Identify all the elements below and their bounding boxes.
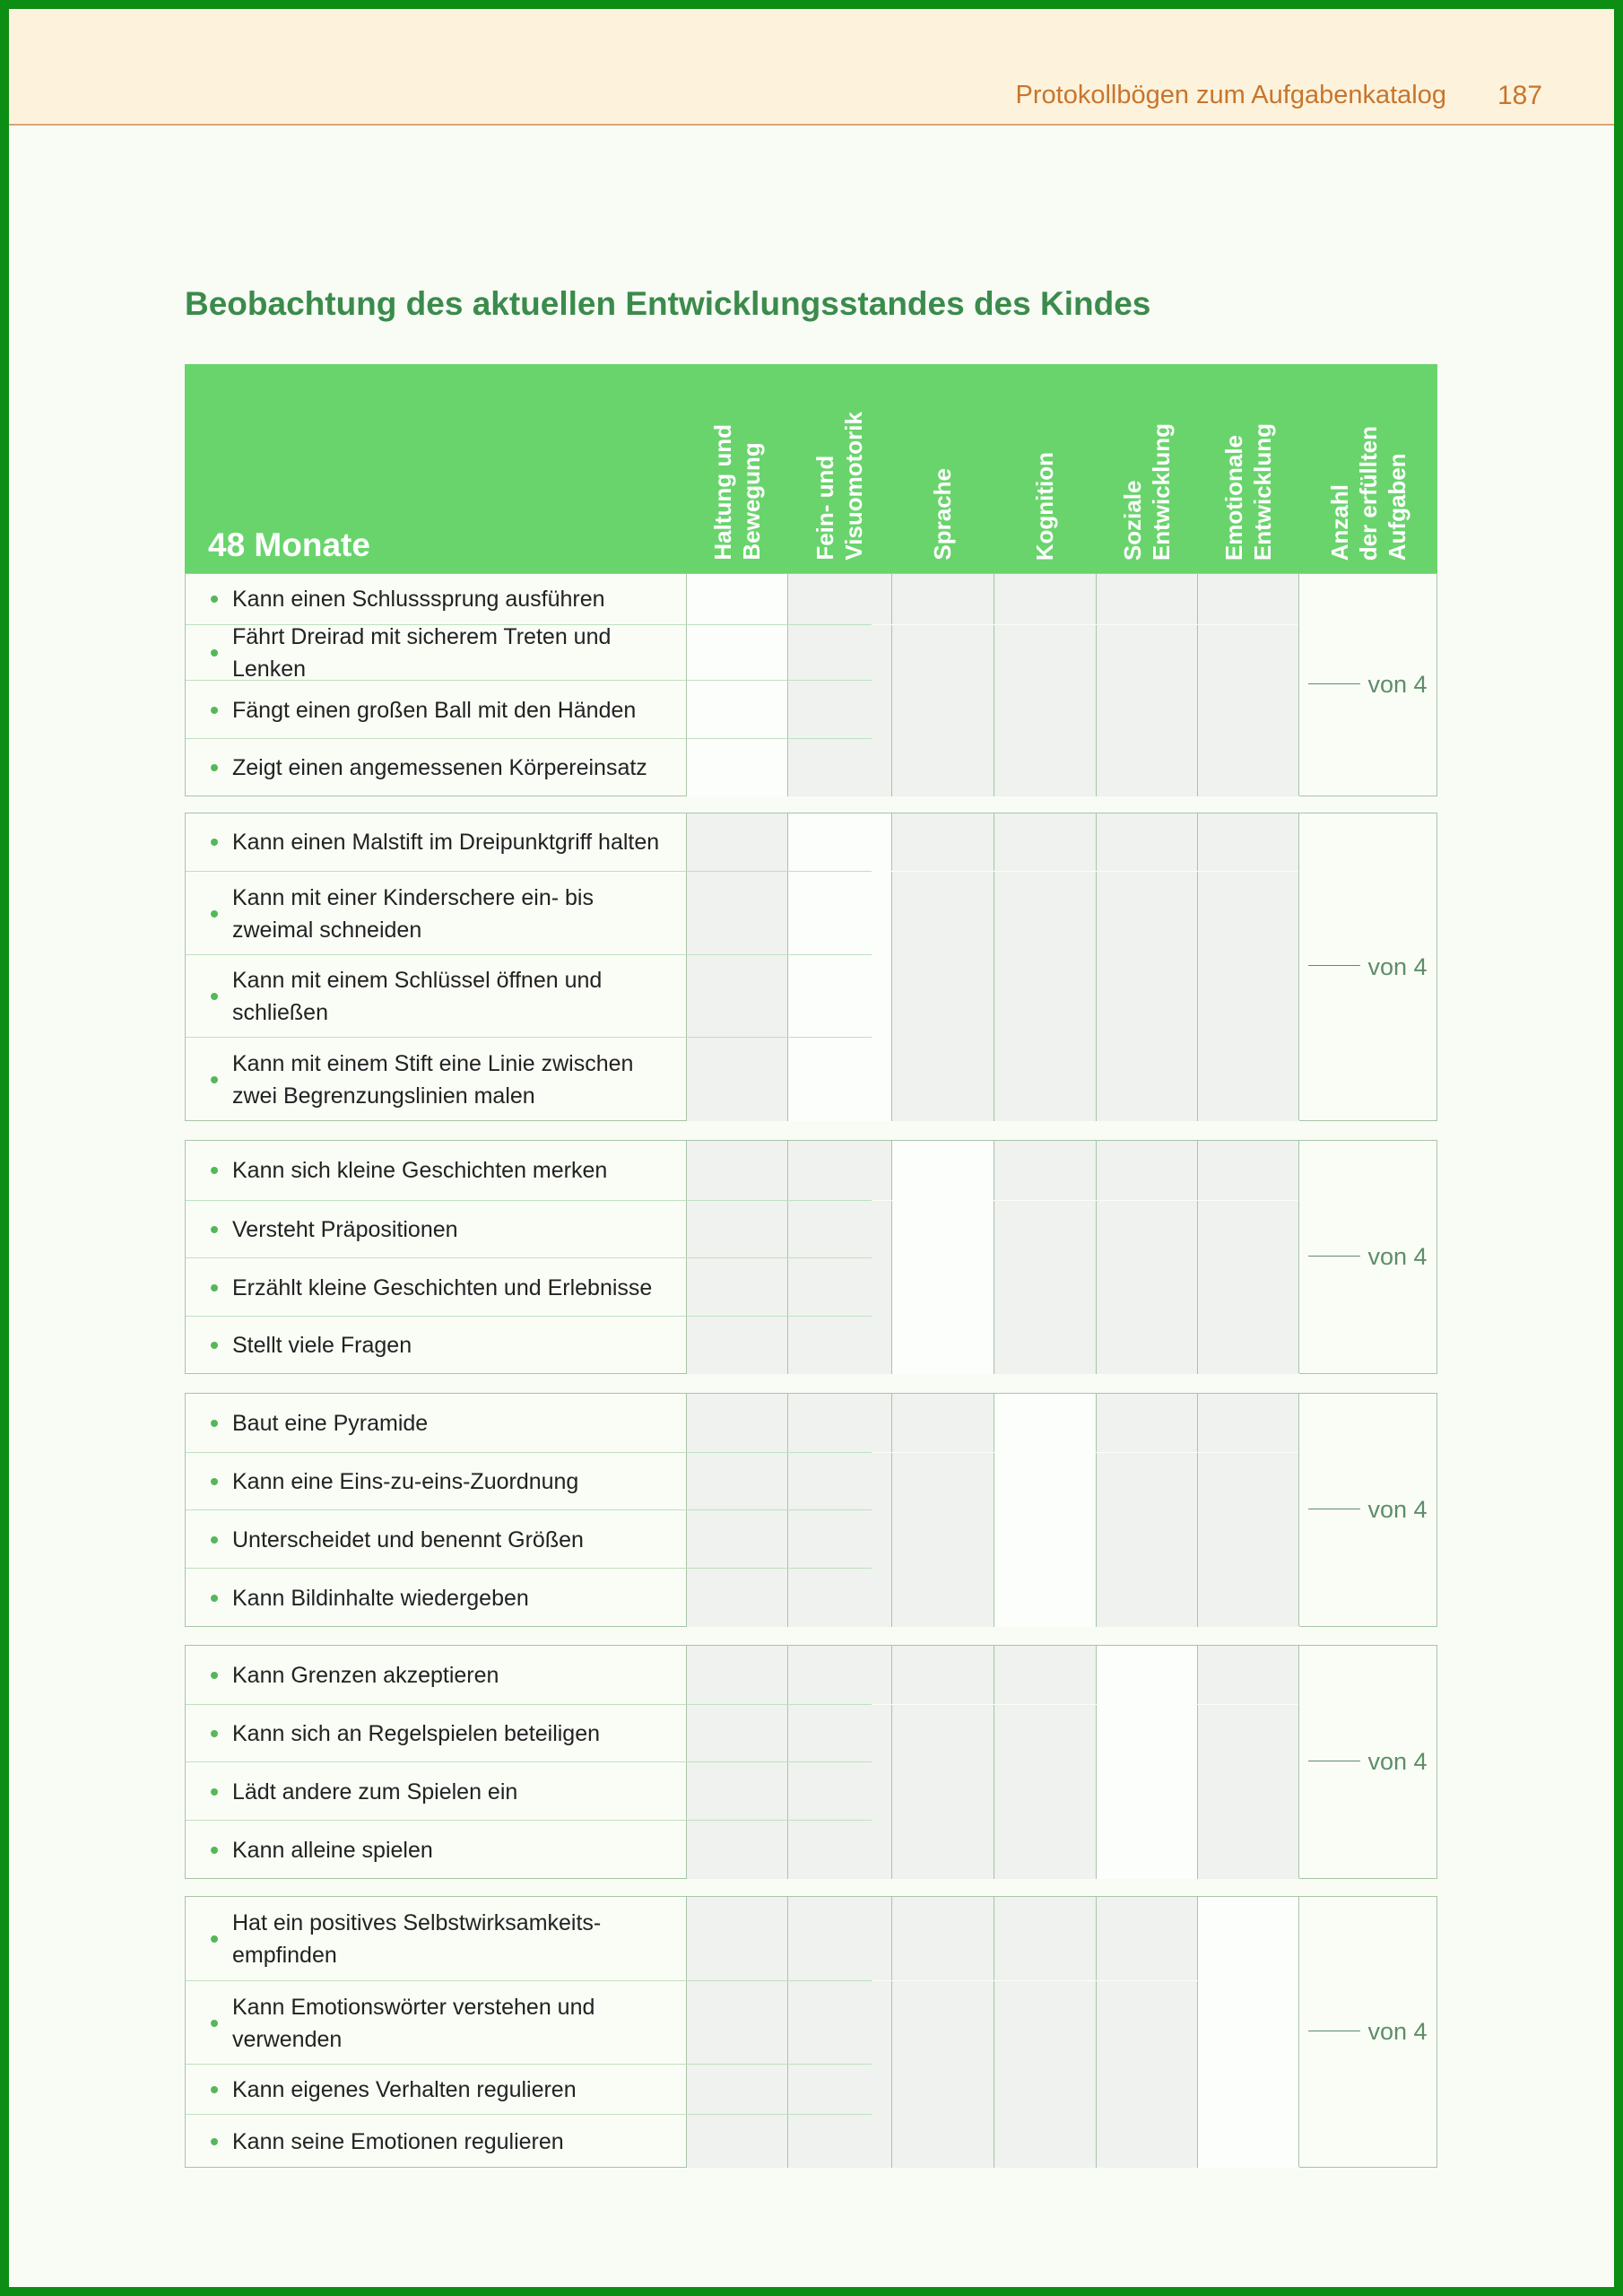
bullet-icon	[211, 596, 218, 603]
table-row	[186, 624, 872, 681]
check-cell-social	[1096, 955, 1197, 1038]
check-cell-fine-motor	[787, 1646, 891, 1704]
check-cell-social	[1096, 1453, 1197, 1510]
check-cell-language	[891, 2115, 994, 2168]
check-cell-social	[1096, 1258, 1197, 1317]
task-text: Kann mit einem Schlüssel öffnen und schließen	[232, 968, 603, 1025]
task-text: Stellt viele Fragen	[232, 1333, 412, 1358]
task-text: Kann Bildinhalte wiedergeben	[232, 1585, 529, 1611]
check-cell-social[interactable]	[1096, 1762, 1197, 1821]
check-cell-language	[891, 813, 994, 871]
task-group	[185, 1896, 1437, 2168]
task-label	[186, 2065, 686, 2115]
bullet-icon	[211, 993, 218, 1000]
check-cell-fine-motor	[787, 1141, 891, 1200]
task-text: Kann mit einer Kinderschere ein- bis zweimal schneiden	[232, 884, 594, 943]
check-cell-emotional	[1197, 1705, 1299, 1762]
bullet-icon	[211, 2138, 218, 2145]
bullet-icon	[211, 1935, 218, 1943]
check-cell-social	[1096, 2115, 1197, 2168]
score-blank-field[interactable]	[1308, 683, 1360, 684]
check-cell-social	[1096, 2065, 1197, 2115]
check-cell-social	[1096, 813, 1197, 871]
check-cell-language	[891, 1821, 994, 1879]
check-cell-cognition	[994, 813, 1096, 871]
check-cell-cognition	[994, 1762, 1096, 1821]
check-cell-language[interactable]	[891, 1201, 994, 1258]
bullet-icon	[211, 1420, 218, 1427]
score-label: von 4	[1367, 1496, 1428, 1523]
check-cell-social	[1096, 1141, 1197, 1200]
check-cell-cognition	[994, 739, 1096, 796]
bullet-icon	[211, 1342, 218, 1349]
check-cell-movement	[686, 1981, 787, 2065]
check-cell-social	[1096, 739, 1197, 796]
task-text: Fängt einen großen Ball mit den Händen	[232, 697, 637, 723]
table-row	[186, 1980, 872, 2065]
bullet-icon	[211, 839, 218, 846]
check-cell-emotional	[1197, 681, 1299, 739]
check-cell-emotional	[1197, 872, 1299, 955]
check-cell-emotional	[1197, 1201, 1299, 1258]
bullet-icon	[211, 1788, 218, 1796]
task-text: Zeigt einen angemessenen Körpereinsatz	[232, 755, 647, 780]
task-group	[185, 1393, 1437, 1627]
task-text: Kann seine Emotionen regulieren	[232, 2128, 564, 2154]
check-cell-movement	[686, 1646, 787, 1704]
task-text: Fährt Dreirad mit sicherem Treten und Lenken	[232, 624, 612, 682]
bullet-icon	[211, 2086, 218, 2093]
check-cell-social	[1096, 1510, 1197, 1569]
check-cell-movement	[686, 1258, 787, 1317]
check-cell-social	[1096, 872, 1197, 955]
check-cell-movement	[686, 813, 787, 871]
check-cell-fine-motor	[787, 1453, 891, 1510]
column-header-fine-motor: Fein- und Visuomotorik	[812, 412, 867, 561]
check-cell-language	[891, 1038, 994, 1121]
check-cell-social	[1096, 1569, 1197, 1627]
table-row	[186, 871, 872, 955]
check-cell-language[interactable]	[891, 1258, 994, 1317]
check-cell-movement	[686, 1762, 787, 1821]
check-cell-fine-motor	[787, 1201, 891, 1258]
check-cell-social	[1096, 574, 1197, 624]
check-cell-movement	[686, 1201, 787, 1258]
task-label	[186, 574, 686, 624]
check-cell-language	[891, 872, 994, 955]
task-label	[186, 1394, 686, 1452]
check-cell-movement	[686, 1897, 787, 1980]
check-cell-cognition	[994, 1258, 1096, 1317]
task-label	[186, 1141, 686, 1200]
bullet-icon	[211, 649, 218, 657]
check-cell-social	[1096, 1897, 1197, 1980]
page-header	[9, 9, 1614, 126]
check-cell-cognition	[994, 872, 1096, 955]
check-cell-fine-motor	[787, 1981, 891, 2065]
task-text: Hat ein positives Selbstwirksamkeits-empfinden	[232, 1909, 602, 1968]
check-cell-movement	[686, 1317, 787, 1374]
check-cell-emotional[interactable]	[1197, 1981, 1299, 2065]
task-label	[186, 955, 686, 1038]
check-cell-language	[891, 1646, 994, 1704]
check-cell-fine-motor	[787, 1762, 891, 1821]
check-cell-emotional	[1197, 739, 1299, 796]
task-text: Kann Emotionswörter verstehen und verwenden	[232, 1994, 595, 2052]
table-row	[186, 813, 872, 871]
table-row	[186, 1646, 872, 1704]
check-cell-cognition	[994, 1038, 1096, 1121]
check-cell-cognition[interactable]	[994, 1394, 1096, 1452]
check-cell-fine-motor	[787, 1510, 891, 1569]
task-label	[186, 625, 686, 681]
table-row	[186, 2064, 872, 2115]
check-cell-social	[1096, 1317, 1197, 1374]
check-cell-fine-motor	[787, 1897, 891, 1980]
check-cell-social[interactable]	[1096, 1821, 1197, 1879]
check-cell-movement	[686, 1038, 787, 1121]
bullet-icon	[211, 910, 218, 918]
check-cell-fine-motor[interactable]	[787, 813, 891, 871]
table-row	[186, 954, 872, 1038]
score-cell	[1298, 1897, 1436, 2167]
check-cell-cognition	[994, 625, 1096, 681]
task-group	[185, 1140, 1437, 1374]
table-row	[186, 574, 872, 624]
check-cell-language	[891, 1981, 994, 2065]
score-label: von 4	[1367, 1748, 1428, 1775]
check-cell-cognition	[994, 1981, 1096, 2065]
task-text: Lädt andere zum Spielen ein	[232, 1779, 518, 1805]
task-label	[186, 1258, 686, 1317]
task-label	[186, 1317, 686, 1374]
check-cell-emotional	[1197, 1646, 1299, 1704]
table-header	[185, 364, 1437, 573]
check-cell-cognition	[994, 955, 1096, 1038]
check-cell-emotional	[1197, 1510, 1299, 1569]
check-cell-social	[1096, 1201, 1197, 1258]
score-cell	[1298, 1394, 1436, 1626]
task-group	[185, 573, 1437, 796]
check-cell-social	[1096, 625, 1197, 681]
check-cell-cognition	[994, 1201, 1096, 1258]
check-cell-emotional	[1197, 1821, 1299, 1879]
column-header-cognition: Kognition	[1031, 451, 1058, 561]
check-cell-cognition	[994, 574, 1096, 624]
column-header-language: Sprache	[929, 468, 956, 561]
check-cell-movement	[686, 1141, 787, 1200]
task-text: Baut eine Pyramide	[232, 1410, 429, 1436]
task-label	[186, 813, 686, 871]
table-row	[186, 738, 872, 796]
check-cell-movement	[686, 1821, 787, 1879]
task-group	[185, 1645, 1437, 1879]
check-cell-language	[891, 1705, 994, 1762]
task-label	[186, 1981, 686, 2065]
check-cell-emotional	[1197, 574, 1299, 624]
check-cell-fine-motor	[787, 574, 891, 624]
bullet-icon	[211, 2020, 218, 2027]
score-label: von 4	[1367, 1243, 1428, 1270]
check-cell-movement	[686, 872, 787, 955]
task-text: Erzählt kleine Geschichten und Erlebnisse	[232, 1274, 653, 1300]
bullet-icon	[211, 764, 218, 771]
task-text: Kann einen Schlusssprung ausführen	[232, 587, 605, 612]
check-cell-movement	[686, 2115, 787, 2168]
task-label	[186, 1201, 686, 1258]
score-blank-field[interactable]	[1308, 965, 1360, 966]
table-row	[186, 680, 872, 739]
check-cell-cognition	[994, 681, 1096, 739]
task-label	[186, 1038, 686, 1121]
check-cell-cognition	[994, 2065, 1096, 2115]
check-cell-social	[1096, 1038, 1197, 1121]
table-row	[186, 1257, 872, 1317]
table-row	[186, 2114, 872, 2168]
check-cell-emotional	[1197, 1317, 1299, 1374]
check-cell-movement	[686, 1453, 787, 1510]
check-cell-movement[interactable]	[686, 574, 787, 624]
task-text: Versteht Präpositionen	[232, 1217, 458, 1242]
check-cell-movement[interactable]	[686, 681, 787, 739]
check-cell-movement	[686, 955, 787, 1038]
table-row	[186, 1452, 872, 1510]
check-cell-social[interactable]	[1096, 1646, 1197, 1704]
check-cell-fine-motor	[787, 625, 891, 681]
check-cell-language	[891, 1762, 994, 1821]
bullet-icon	[211, 1595, 218, 1602]
table-row	[186, 1897, 872, 1980]
task-text: Kann eine Eins-zu-eins-Zuordnung	[232, 1469, 579, 1494]
task-text: Kann Grenzen akzeptieren	[232, 1662, 499, 1688]
task-label	[186, 681, 686, 739]
check-cell-fine-motor	[787, 739, 891, 796]
check-cell-fine-motor	[787, 1569, 891, 1627]
check-cell-cognition[interactable]	[994, 1569, 1096, 1627]
task-label	[186, 1705, 686, 1762]
check-cell-movement[interactable]	[686, 739, 787, 796]
check-cell-language	[891, 739, 994, 796]
check-cell-emotional	[1197, 1394, 1299, 1452]
check-cell-movement[interactable]	[686, 625, 787, 681]
check-cell-language	[891, 1897, 994, 1980]
bullet-icon	[211, 1076, 218, 1083]
check-cell-cognition[interactable]	[994, 1510, 1096, 1569]
check-cell-cognition	[994, 1705, 1096, 1762]
check-cell-emotional	[1197, 1762, 1299, 1821]
task-label	[186, 1569, 686, 1627]
check-cell-emotional	[1197, 625, 1299, 681]
column-header-social: Soziale Entwicklung	[1118, 422, 1175, 561]
task-label	[186, 1453, 686, 1510]
check-cell-language	[891, 574, 994, 624]
bullet-icon	[211, 707, 218, 714]
table-row	[186, 1761, 872, 1821]
table-row	[186, 1509, 872, 1569]
check-cell-cognition	[994, 1897, 1096, 1980]
score-blank-field[interactable]	[1308, 1256, 1360, 1257]
check-cell-language	[891, 681, 994, 739]
task-text: Unterscheidet und benennt Größen	[232, 1526, 584, 1552]
check-cell-fine-motor	[787, 2115, 891, 2168]
table-row	[186, 1820, 872, 1879]
check-cell-emotional	[1197, 955, 1299, 1038]
task-label	[186, 1821, 686, 1879]
task-text: Kann eigenes Verhalten regulieren	[232, 2077, 577, 2102]
check-cell-emotional	[1197, 1038, 1299, 1121]
bullet-icon	[211, 1226, 218, 1233]
check-cell-fine-motor	[787, 1705, 891, 1762]
score-cell	[1298, 574, 1436, 796]
check-cell-movement	[686, 1569, 787, 1627]
check-cell-fine-motor	[787, 1394, 891, 1452]
check-cell-fine-motor[interactable]	[787, 955, 891, 1038]
score-cell	[1298, 1646, 1436, 1878]
check-cell-emotional[interactable]	[1197, 1897, 1299, 1980]
score-cell	[1298, 1141, 1436, 1373]
check-cell-fine-motor	[787, 1821, 891, 1879]
check-cell-fine-motor	[787, 1317, 891, 1374]
task-label	[186, 1646, 686, 1704]
task-text: Kann einen Malstift im Dreipunktgriff halten	[232, 830, 660, 855]
check-cell-language	[891, 625, 994, 681]
running-head: Protokollbögen zum Aufgabenkatalog	[1015, 81, 1446, 109]
check-cell-language	[891, 1453, 994, 1510]
check-cell-movement	[686, 1705, 787, 1762]
check-cell-fine-motor	[787, 1258, 891, 1317]
task-label	[186, 1510, 686, 1569]
table-row	[186, 1568, 872, 1627]
bullet-icon	[211, 1730, 218, 1737]
age-label: 48 Monate	[208, 526, 370, 563]
score-label: von 4	[1367, 952, 1428, 980]
column-header-movement: Haltung und Bewegung	[708, 424, 765, 561]
task-label	[186, 739, 686, 796]
column-header-count: Anzahl der erfüllten Aufgaben	[1326, 425, 1410, 561]
bullet-icon	[211, 1672, 218, 1679]
check-cell-social	[1096, 1394, 1197, 1452]
check-cell-emotional	[1197, 1141, 1299, 1200]
check-cell-emotional	[1197, 1453, 1299, 1510]
table-row	[186, 1704, 872, 1762]
check-cell-cognition	[994, 1821, 1096, 1879]
check-cell-movement	[686, 2065, 787, 2115]
check-cell-language[interactable]	[891, 1317, 994, 1374]
check-cell-social[interactable]	[1096, 1705, 1197, 1762]
check-cell-emotional[interactable]	[1197, 2115, 1299, 2168]
task-label	[186, 1762, 686, 1821]
check-cell-emotional	[1197, 1569, 1299, 1627]
bullet-icon	[211, 1167, 218, 1174]
task-text: Kann sich an Regelspielen beteiligen	[232, 1721, 601, 1746]
check-cell-language[interactable]	[891, 1141, 994, 1200]
page-number: 187	[1497, 81, 1543, 110]
check-cell-language	[891, 955, 994, 1038]
bullet-icon	[211, 1478, 218, 1485]
table-row	[186, 1037, 872, 1121]
check-cell-social	[1096, 1981, 1197, 2065]
task-text: Kann sich kleine Geschichten merken	[232, 1158, 608, 1183]
check-cell-language	[891, 1510, 994, 1569]
check-cell-social	[1096, 681, 1197, 739]
check-cell-fine-motor	[787, 2065, 891, 2115]
bullet-icon	[211, 1284, 218, 1292]
table-row	[186, 1316, 872, 1374]
score-label: von 4	[1367, 2018, 1428, 2045]
check-cell-fine-motor	[787, 681, 891, 739]
task-text: Kann mit einem Stift eine Linie zwischen zwei Begrenzungslinien malen	[232, 1050, 634, 1109]
page-title: Beobachtung des aktuellen Entwicklungsstandes des Kindes	[185, 285, 1151, 322]
check-cell-cognition	[994, 1646, 1096, 1704]
check-cell-emotional	[1197, 1258, 1299, 1317]
check-cell-movement	[686, 1394, 787, 1452]
task-label	[186, 872, 686, 955]
score-label: von 4	[1367, 671, 1428, 698]
check-cell-cognition[interactable]	[994, 1453, 1096, 1510]
task-label	[186, 1897, 686, 1980]
task-group	[185, 813, 1437, 1121]
check-cell-movement	[686, 1510, 787, 1569]
check-cell-language	[891, 2065, 994, 2115]
check-cell-cognition	[994, 1317, 1096, 1374]
check-cell-fine-motor[interactable]	[787, 872, 891, 955]
bullet-icon	[211, 1847, 218, 1854]
check-cell-language	[891, 1394, 994, 1452]
check-cell-emotional	[1197, 813, 1299, 871]
check-cell-cognition	[994, 1141, 1096, 1200]
check-cell-emotional[interactable]	[1197, 2065, 1299, 2115]
check-cell-cognition	[994, 2115, 1096, 2168]
check-cell-language	[891, 1569, 994, 1627]
task-text: Kann alleine spielen	[232, 1837, 433, 1863]
table-row	[186, 1394, 872, 1452]
check-cell-fine-motor[interactable]	[787, 1038, 891, 1121]
table-row	[186, 1141, 872, 1200]
bullet-icon	[211, 1536, 218, 1544]
column-header-emotional: Emotionale Entwicklung	[1220, 422, 1276, 561]
table-row	[186, 1200, 872, 1258]
task-label	[186, 2115, 686, 2168]
score-cell	[1298, 813, 1436, 1120]
